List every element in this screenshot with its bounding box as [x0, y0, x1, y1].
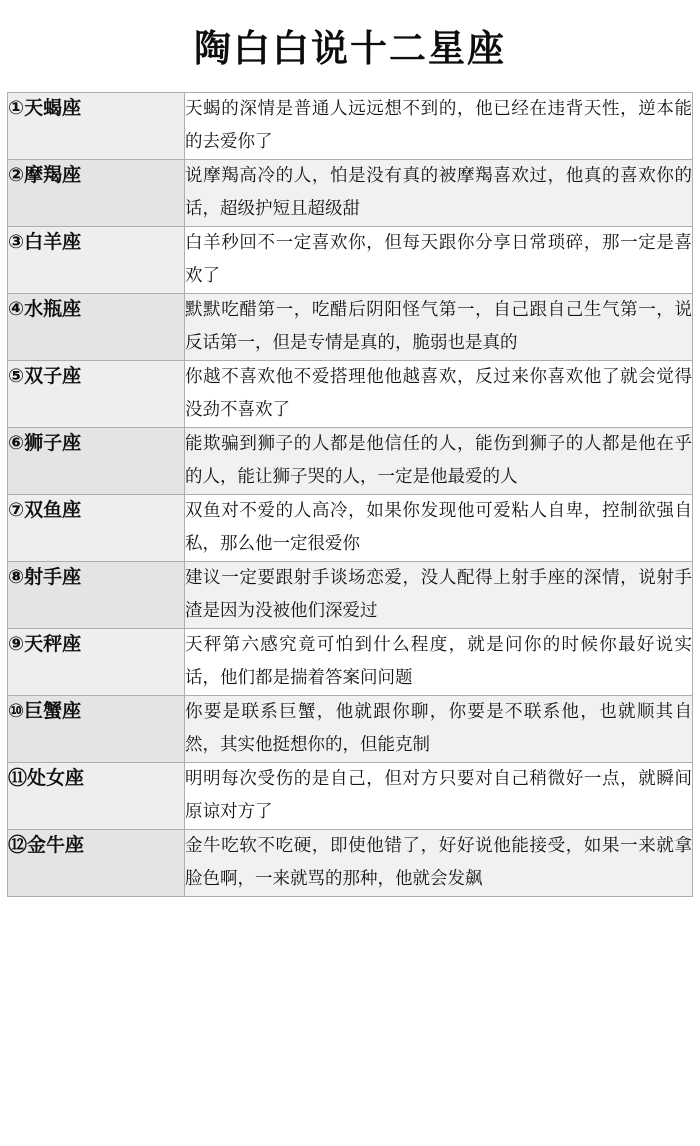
description-cell: 白羊秒回不一定喜欢你，但每天跟你分享日常琐碎，那一定是喜欢了	[185, 227, 693, 294]
table-row	[8, 361, 693, 428]
zodiac-table-body	[8, 93, 693, 897]
sign-cell: ⑩巨蟹座	[8, 696, 185, 763]
description-cell: 说摩羯高冷的人，怕是没有真的被摩羯喜欢过，他真的喜欢你的话，超级护短且超级甜	[185, 160, 693, 227]
table-row	[8, 160, 693, 227]
sign-cell: ③白羊座	[8, 227, 185, 294]
table-row	[8, 428, 693, 495]
description-cell: 双鱼对不爱的人高冷，如果你发现他可爱粘人自卑，控制欲强自私，那么他一定很爱你	[185, 495, 693, 562]
table-row	[8, 763, 693, 830]
description-cell: 天秤第六感究竟可怕到什么程度，就是问你的时候你最好说实话，他们都是揣着答案问问题	[185, 629, 693, 696]
sign-cell: ⑤双子座	[8, 361, 185, 428]
sign-cell: ⑦双鱼座	[8, 495, 185, 562]
table-row	[8, 93, 693, 160]
sign-cell: ⑨天秤座	[8, 629, 185, 696]
description-cell: 金牛吃软不吃硬，即使他错了，好好说他能接受，如果一来就拿脸色啊，一来就骂的那种，他就会发飙	[185, 830, 693, 897]
sign-cell: ②摩羯座	[8, 160, 185, 227]
sign-cell: ⑧射手座	[8, 562, 185, 629]
description-cell: 能欺骗到狮子的人都是他信任的人，能伤到狮子的人都是他在乎的人，能让狮子哭的人，一定是他最爱的人	[185, 428, 693, 495]
sign-cell: ⑪处女座	[8, 763, 185, 830]
description-cell: 明明每次受伤的是自己，但对方只要对自己稍微好一点，就瞬间原谅对方了	[185, 763, 693, 830]
table-row	[8, 227, 693, 294]
description-cell: 你越不喜欢他不爱搭理他他越喜欢，反过来你喜欢他了就会觉得没劲不喜欢了	[185, 361, 693, 428]
sign-cell: ④水瓶座	[8, 294, 185, 361]
zodiac-table	[7, 92, 693, 897]
table-row	[8, 294, 693, 361]
table-row	[8, 830, 693, 897]
table-row	[8, 696, 693, 763]
sign-cell: ⑥狮子座	[8, 428, 185, 495]
table-row	[8, 629, 693, 696]
description-cell: 你要是联系巨蟹，他就跟你聊，你要是不联系他，也就顺其自然，其实他挺想你的，但能克制	[185, 696, 693, 763]
table-row	[8, 562, 693, 629]
description-cell: 天蝎的深情是普通人远远想不到的，他已经在违背天性，逆本能的去爱你了	[185, 93, 693, 160]
sign-cell: ⑫金牛座	[8, 830, 185, 897]
description-cell: 默默吃醋第一，吃醋后阴阳怪气第一，自己跟自己生气第一，说反话第一，但是专情是真的，脆弱也是真的	[185, 294, 693, 361]
description-cell: 建议一定要跟射手谈场恋爱，没人配得上射手座的深情，说射手渣是因为没被他们深爱过	[185, 562, 693, 629]
page-title: 陶白白说十二星座	[194, 27, 506, 70]
table-row	[8, 495, 693, 562]
sign-cell: ①天蝎座	[8, 93, 185, 160]
